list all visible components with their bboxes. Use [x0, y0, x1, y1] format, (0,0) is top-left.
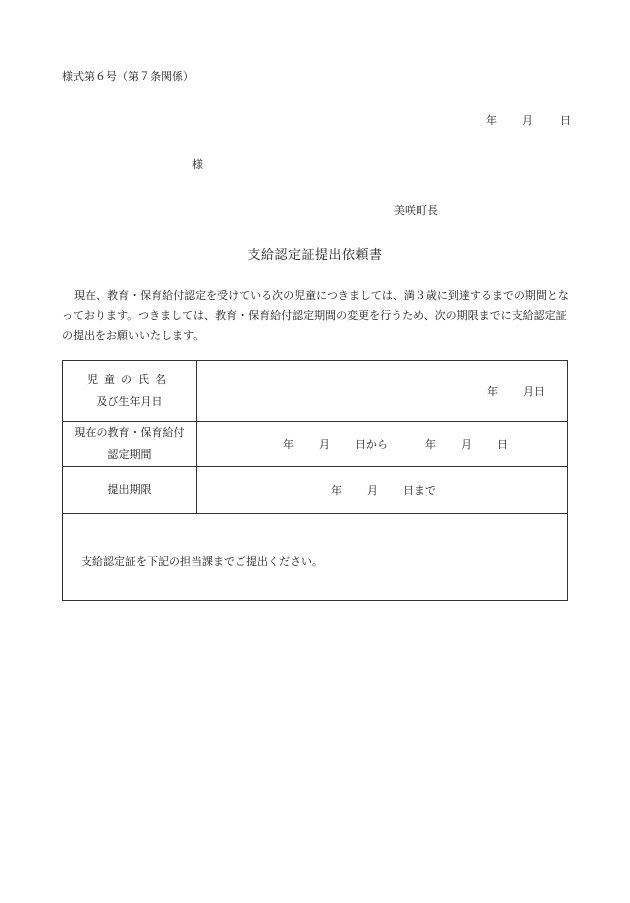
date-month: 月	[522, 114, 533, 127]
date-day: 日	[560, 114, 571, 127]
child-birthdate-field[interactable]	[197, 361, 568, 422]
period-from-year: 年	[283, 438, 294, 451]
document-title: 支給認定証提出依頼書	[247, 248, 383, 263]
request-form-table	[62, 360, 568, 601]
period-to-year: 年	[425, 438, 436, 451]
table-row-child-name	[63, 361, 568, 422]
period-from-day: 日から	[355, 438, 388, 451]
body-paragraph: 現在、教育・保育給付認定を受けている次の児童につきましては、満３歳に到達するまでの期間となっております。つきましては、教育・保育給付認定期間の変更を行うため、次の期限までに支給認定証の提出をお願いいたします。	[62, 289, 569, 342]
deadline-month: 月	[367, 484, 378, 497]
period-to-day: 日	[497, 438, 508, 451]
label-certification-period	[63, 422, 197, 467]
label-certification-period-line1: 現在の教育・保育給付	[74, 426, 185, 439]
deadline-field[interactable]	[197, 467, 568, 514]
addressee-suffix: 様	[192, 158, 203, 171]
label-child-name-line2: 及び生年月日	[96, 395, 163, 408]
date-year: 年	[486, 114, 497, 127]
issue-date	[486, 112, 571, 128]
birth-day: 日	[534, 385, 545, 398]
deadline-day: 日まで	[403, 484, 436, 497]
issuer-name: 美咲町長	[394, 204, 438, 217]
form-number: 様式第６号（第７条関係）	[62, 70, 194, 83]
period-from-month: 月	[319, 438, 330, 451]
label-child-name	[63, 361, 197, 422]
table-row-certification-period	[63, 422, 568, 467]
label-child-name-line1: 児童の氏名	[87, 373, 172, 386]
birth-year: 年	[487, 385, 498, 398]
certification-period-field[interactable]	[197, 422, 568, 467]
period-to-month: 月	[461, 438, 472, 451]
submission-note: 支給認定証を下記の担当課までご提出ください。	[63, 514, 568, 601]
label-certification-period-line2: 認定期間	[107, 448, 152, 461]
table-row-deadline	[63, 467, 568, 514]
table-row-note	[63, 514, 568, 601]
birth-month: 月	[523, 385, 534, 398]
label-deadline: 提出期限	[63, 467, 197, 514]
deadline-year: 年	[331, 484, 342, 497]
